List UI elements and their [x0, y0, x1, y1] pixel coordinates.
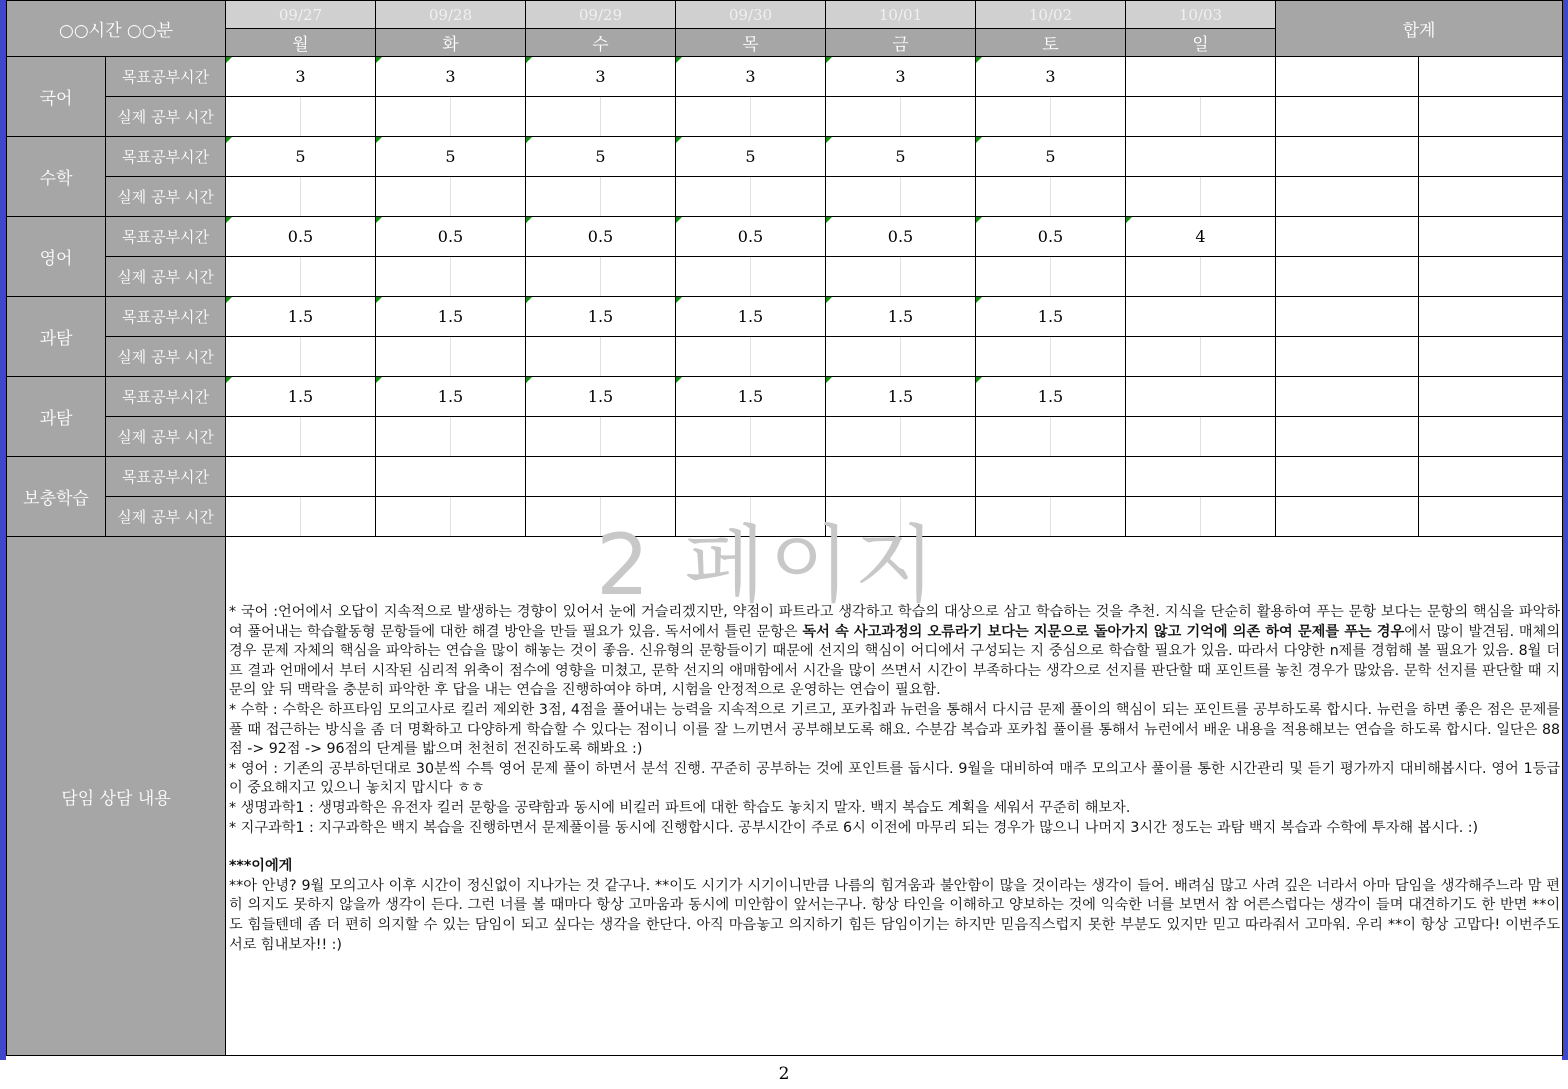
target-time-value: 0.5 [587, 227, 614, 246]
target-time-cell[interactable] [976, 297, 1126, 337]
actual-row-label: 실제 공부 시간 [106, 417, 226, 457]
actual-row-label: 실제 공부 시간 [106, 97, 226, 137]
target-time-cell[interactable] [526, 137, 676, 177]
target-time-value: 3 [745, 67, 756, 86]
actual-time-cell[interactable] [226, 417, 376, 457]
actual-time-cell[interactable] [976, 177, 1126, 217]
target-time-value: 5 [445, 147, 456, 166]
target-time-cell[interactable] [826, 457, 976, 497]
target-time-value: 1.5 [287, 387, 314, 406]
target-time-cell[interactable] [826, 217, 976, 257]
total-cell[interactable] [1276, 257, 1419, 297]
comment-marker-icon [526, 377, 532, 383]
actual-time-cell[interactable] [676, 97, 826, 137]
day-cell: 화 [376, 29, 526, 57]
total-cell[interactable] [1419, 297, 1563, 337]
target-time-cell[interactable] [226, 297, 376, 337]
subject-name: 수학 [7, 137, 106, 217]
target-time-cell[interactable] [376, 57, 526, 97]
target-time-value: 5 [895, 147, 906, 166]
comment-marker-icon [676, 57, 682, 63]
comment-marker-icon [976, 217, 982, 223]
target-time-value: 3 [595, 67, 606, 86]
target-row-label: 목표공부시간 [106, 217, 226, 257]
total-cell[interactable] [1276, 497, 1419, 537]
target-time-value: 1.5 [587, 387, 614, 406]
comment-marker-icon [226, 137, 232, 143]
actual-time-cell[interactable] [526, 337, 676, 377]
target-time-cell[interactable] [226, 377, 376, 417]
comment-marker-icon [226, 377, 232, 383]
target-time-value: 1.5 [587, 307, 614, 326]
target-time-cell[interactable] [226, 57, 376, 97]
comment-marker-icon [376, 137, 382, 143]
actual-time-cell[interactable] [676, 337, 826, 377]
total-cell[interactable] [1276, 377, 1419, 417]
page-number: 2 [778, 1064, 790, 1084]
note-korean-bold: 독서 속 사고과정의 오류라기 보다는 지문으로 돌아가지 않고 기억에 의존 하여 문제를 푸는 경우 [802, 623, 1405, 640]
comment-marker-icon [1126, 217, 1132, 223]
day-cell: 목 [676, 29, 826, 57]
target-time-cell[interactable] [676, 297, 826, 337]
comment-marker-icon [376, 297, 382, 303]
date-cell: 10/03 [1126, 1, 1276, 29]
target-time-value: 1.5 [437, 387, 464, 406]
target-time-value: 1.5 [737, 307, 764, 326]
note-english: * 영어 : 기존의 공부하던대로 30분씩 수특 영어 문제 풀이 하면서 분석 진행. 꾸준히 공부하는 것에 포인트를 둡시다. 9월을 대비하여 매주 모의고사 풀이를 통한 시간관리 및 듣기 평가까지 대비해봅시다. 영어 1등급이 중요해지고 있으니 놓치지 맙시다 ㅎㅎ [229, 760, 1561, 797]
letter-recipient [229, 857, 1560, 877]
total-cell[interactable] [1419, 217, 1563, 257]
target-time-value: 1.5 [887, 307, 914, 326]
comment-marker-icon [826, 297, 832, 303]
day-cell: 일 [1126, 29, 1276, 57]
target-row-label: 목표공부시간 [106, 377, 226, 417]
letter-body: **아 안녕? 9월 모의고사 이후 시간이 정신없이 지나가는 것 같구나. **이도 시기가 시기이니만큼 나름의 힘겨움과 불안함이 많을 것이라는 생각이 들어. 배려심 많고 사려 깊은 너라서 아마 담임을 생각해주느라 맘 편히 의지도 못하지 않을까 생각이 든다. 그런 너를 볼 때마다 항상 고마움과 동시에 미안함이 앞서는구나. 항상 타인을 이해하고 양보하는 것에 익숙한 너를 보면서 참 어른스럽다는 생각이 들며 대견하기도 한 반면 **이도 힘들텐데 좀 더 편히 의지할 수 있는 담임이 되고 싶다는 생각을 한단다. 아직 마음놓고 의지하기 힘든 담임이기는 하지만 믿음직스럽지 못한 부분도 있지만 믿고 따라줘서 고마워. 우리 **이 항상 고맙다! 이번주도 서로 힘내보자!! :) [229, 877, 1561, 953]
target-time-value: 0.5 [287, 227, 314, 246]
date-cell: 09/29 [526, 1, 676, 29]
note-korean [229, 603, 1560, 701]
target-time-cell[interactable] [376, 377, 526, 417]
comment-marker-icon [676, 377, 682, 383]
comment-marker-icon [526, 297, 532, 303]
counsel-label: 담임 상담 내용 [7, 537, 226, 1056]
actual-time-cell[interactable] [676, 497, 826, 537]
total-cell[interactable] [1419, 457, 1563, 497]
actual-time-cell[interactable] [826, 97, 976, 137]
comment-marker-icon [376, 217, 382, 223]
target-time-value: 3 [1045, 67, 1056, 86]
actual-time-cell[interactable] [1126, 177, 1276, 217]
actual-row-label: 실제 공부 시간 [106, 177, 226, 217]
comment-marker-icon [826, 217, 832, 223]
actual-time-cell[interactable] [976, 497, 1126, 537]
target-time-value: 5 [745, 147, 756, 166]
actual-time-cell[interactable] [676, 417, 826, 457]
actual-time-cell[interactable] [376, 177, 526, 217]
total-cell[interactable] [1419, 417, 1563, 457]
letter-recipient-text: ***이에게 [229, 858, 293, 875]
actual-time-cell[interactable] [376, 97, 526, 137]
subject-name: 과탐 [7, 377, 106, 457]
total-cell[interactable] [1276, 217, 1419, 257]
target-row-label: 목표공부시간 [106, 57, 226, 97]
target-time-value: 1.5 [287, 307, 314, 326]
actual-time-cell[interactable] [1126, 417, 1276, 457]
subject-name: 과탐 [7, 297, 106, 377]
total-cell[interactable] [1419, 57, 1563, 97]
target-time-cell[interactable] [826, 57, 976, 97]
actual-time-cell[interactable] [1126, 97, 1276, 137]
comment-marker-icon [826, 137, 832, 143]
target-time-value: 5 [595, 147, 606, 166]
actual-time-cell[interactable] [226, 497, 376, 537]
target-time-cell[interactable] [676, 137, 826, 177]
target-time-value: 3 [895, 67, 906, 86]
comment-marker-icon [226, 217, 232, 223]
target-time-value: 0.5 [737, 227, 764, 246]
actual-time-cell[interactable] [976, 97, 1126, 137]
subject-name: 영어 [7, 217, 106, 297]
total-cell[interactable] [1276, 417, 1419, 457]
target-time-cell[interactable] [526, 57, 676, 97]
target-row-label: 목표공부시간 [106, 137, 226, 177]
comment-marker-icon [226, 297, 232, 303]
comment-marker-icon [676, 217, 682, 223]
target-time-cell[interactable] [376, 217, 526, 257]
comment-marker-icon [976, 297, 982, 303]
actual-time-cell[interactable] [526, 97, 676, 137]
target-time-value: 3 [295, 67, 306, 86]
actual-time-cell[interactable] [226, 337, 376, 377]
date-cell: 09/27 [226, 1, 376, 29]
total-cell[interactable] [1419, 177, 1563, 217]
comment-marker-icon [376, 377, 382, 383]
comment-marker-icon [526, 57, 532, 63]
target-time-cell[interactable] [1126, 377, 1276, 417]
target-time-cell[interactable] [1126, 297, 1276, 337]
total-cell[interactable] [1276, 97, 1419, 137]
actual-time-cell[interactable] [526, 257, 676, 297]
target-time-cell[interactable] [526, 377, 676, 417]
comment-marker-icon [826, 57, 832, 63]
comment-marker-icon [976, 377, 982, 383]
comment-marker-icon [226, 57, 232, 63]
target-time-cell[interactable] [226, 217, 376, 257]
actual-time-cell[interactable] [826, 177, 976, 217]
page-watermark: 2 페이지 [596, 516, 940, 614]
target-time-cell[interactable] [526, 297, 676, 337]
target-time-value: 1.5 [1037, 387, 1064, 406]
actual-time-cell[interactable] [226, 257, 376, 297]
actual-time-cell[interactable] [226, 177, 376, 217]
total-cell[interactable] [1276, 137, 1419, 177]
actual-time-cell[interactable] [826, 497, 976, 537]
target-time-value: 5 [1045, 147, 1056, 166]
actual-time-cell[interactable] [376, 497, 526, 537]
total-cell[interactable] [1419, 257, 1563, 297]
target-time-cell[interactable] [226, 457, 376, 497]
target-time-cell[interactable] [676, 217, 826, 257]
actual-time-cell[interactable] [826, 337, 976, 377]
comment-marker-icon [826, 377, 832, 383]
date-cell: 09/30 [676, 1, 826, 29]
target-time-cell[interactable] [676, 57, 826, 97]
actual-time-cell[interactable] [376, 337, 526, 377]
target-time-value: 4 [1195, 227, 1206, 246]
target-time-cell[interactable] [526, 217, 676, 257]
note-math: * 수학 : 수학은 하프타임 모의고사로 킬러 제외한 3점, 4점을 풀어내는 능력을 지속적으로 기르고, 포카칩과 뉴런을 통해서 다시금 문제 풀이의 핵심이 되는 포인트를 공부하도록 합시다. 뉴런을 하면 좋은 점은 문제를 풀 때 접근하는 방식을 좀 더 명확하고 다양하게 학습할 수 있다는 점이니 이를 잘 느끼면서 공부해보도록 해요. 수분감 복습과 포카칩 풀이를 통해서 뉴런에서 배운 내용을 적용해보는 연습을 하도록 합시다. 일단은 88점 -> 92점 -> 96점의 단계를 밟으며 천천히 전진하도록 해봐요 :) [229, 701, 1561, 758]
actual-row-label: 실제 공부 시간 [106, 337, 226, 377]
date-cell: 10/01 [826, 1, 976, 29]
actual-time-cell[interactable] [826, 417, 976, 457]
actual-row-label: 실제 공부 시간 [106, 497, 226, 537]
day-cell: 금 [826, 29, 976, 57]
actual-time-cell[interactable] [526, 177, 676, 217]
note-earth: * 지구과학1 : 지구과학은 백지 복습을 진행하면서 문제풀이를 동시에 진행합시다. 공부시간이 주로 6시 이전에 마무리 되는 경우가 많으니 나머지 3시간 정도는 과탐 백지 복습과 수학에 투자해 봅시다. :) [229, 819, 1479, 836]
comment-marker-icon [976, 57, 982, 63]
target-time-value: 1.5 [437, 307, 464, 326]
total-cell[interactable] [1419, 497, 1563, 537]
target-time-cell[interactable] [976, 217, 1126, 257]
target-time-value: 0.5 [437, 227, 464, 246]
actual-time-cell[interactable] [676, 177, 826, 217]
comment-marker-icon [976, 137, 982, 143]
day-cell: 수 [526, 29, 676, 57]
target-time-value: 3 [445, 67, 456, 86]
total-cell[interactable] [1419, 377, 1563, 417]
comment-marker-icon [376, 57, 382, 63]
target-time-value: 1.5 [737, 387, 764, 406]
actual-row-label: 실제 공부 시간 [106, 257, 226, 297]
target-time-cell[interactable] [676, 457, 826, 497]
actual-time-cell[interactable] [526, 417, 676, 457]
target-time-cell[interactable] [1126, 137, 1276, 177]
date-cell: 10/02 [976, 1, 1126, 29]
actual-time-cell[interactable] [976, 257, 1126, 297]
total-cell[interactable] [1276, 337, 1419, 377]
total-cell[interactable] [1276, 457, 1419, 497]
subject-name: 보충학습 [7, 457, 106, 537]
target-time-value: 0.5 [1037, 227, 1064, 246]
actual-time-cell[interactable] [226, 97, 376, 137]
subject-name: 국어 [7, 57, 106, 137]
target-time-cell[interactable] [1126, 457, 1276, 497]
time-label: ○○시간 ○○분 [7, 1, 226, 57]
total-header: 합계 [1276, 1, 1563, 57]
target-time-value: 1.5 [887, 387, 914, 406]
total-cell[interactable] [1419, 137, 1563, 177]
counsel-notes [226, 537, 1563, 1056]
total-cell[interactable] [1419, 337, 1563, 377]
day-cell: 토 [976, 29, 1126, 57]
target-time-value: 5 [295, 147, 306, 166]
target-time-cell[interactable] [1126, 217, 1276, 257]
day-cell: 월 [226, 29, 376, 57]
target-time-cell[interactable] [226, 137, 376, 177]
actual-time-cell[interactable] [526, 497, 676, 537]
target-time-cell[interactable] [526, 457, 676, 497]
target-time-cell[interactable] [976, 137, 1126, 177]
target-time-cell[interactable] [676, 377, 826, 417]
target-time-value: 1.5 [1037, 307, 1064, 326]
target-row-label: 목표공부시간 [106, 297, 226, 337]
total-cell[interactable] [1276, 57, 1419, 97]
date-cell: 09/28 [376, 1, 526, 29]
actual-time-cell[interactable] [1126, 497, 1276, 537]
total-cell[interactable] [1419, 97, 1563, 137]
study-plan-table [6, 0, 1563, 1056]
target-row-label: 목표공부시간 [106, 457, 226, 497]
actual-time-cell[interactable] [376, 417, 526, 457]
target-time-cell[interactable] [1126, 57, 1276, 97]
target-time-cell[interactable] [976, 57, 1126, 97]
actual-time-cell[interactable] [976, 417, 1126, 457]
actual-time-cell[interactable] [1126, 257, 1276, 297]
target-time-cell[interactable] [826, 377, 976, 417]
actual-time-cell[interactable] [676, 257, 826, 297]
target-time-value: 0.5 [887, 227, 914, 246]
total-cell[interactable] [1276, 297, 1419, 337]
total-cell[interactable] [1276, 177, 1419, 217]
comment-marker-icon [676, 137, 682, 143]
target-time-cell[interactable] [376, 457, 526, 497]
actual-time-cell[interactable] [826, 257, 976, 297]
target-time-cell[interactable] [976, 377, 1126, 417]
target-time-cell[interactable] [976, 457, 1126, 497]
note-korean-text-rest: 에서 많이 발견됨. 매체의 경우 문제 자체의 핵심을 파악하는 연습을 많이 해놓는 것이 좋음. 신유형의 문항들이기 때문에 선지의 핵심이 어디에서 구성되는 지 중심으로 학습할 필요가 있음. 따라서 다양한 n제를 경험해 볼 필요가 있음. 8월 더프 결과 언매에서 부터 시작된 심리적 위축이 점수에 영향을 미쳤고, 문학 선지의 애매함에서 시간을 많이 쓰면서 시간이 부족하다는 생각으로 선지를 판단할 때 포인트를 놓친 경우가 많았음. 문학 선지를 판단할 때 지문의 앞 뒤 맥락을 충분히 파악한 후 답을 내는 연습을 진행하여야 하며, 시험을 안정적으로 운영하는 연습이 필요함. [229, 623, 1561, 699]
comment-marker-icon [526, 137, 532, 143]
comment-marker-icon [526, 217, 532, 223]
comment-marker-icon [676, 297, 682, 303]
target-time-cell[interactable] [826, 137, 976, 177]
actual-time-cell[interactable] [1126, 337, 1276, 377]
note-bio: * 생명과학1 : 생명과학은 유전자 킬러 문항을 공략함과 동시에 비킬러 파트에 대한 학습도 놓치지 말자. 백지 복습도 계획을 세워서 꾸준히 해보자. [229, 799, 1131, 816]
target-time-cell[interactable] [826, 297, 976, 337]
actual-time-cell[interactable] [976, 337, 1126, 377]
target-time-cell[interactable] [376, 297, 526, 337]
note-korean-text: * 국어 :언어에서 오답이 지속적으로 발생하는 경향이 있어서 눈에 거슬리겠지만, 약점이 파트라고 생각하고 학습의 대상으로 삼고 학습하는 것을 추천. 지식을 단순히 활용하여 푸는 문항 보다는 문항의 핵심을 파악하여 풀어내는 학습활동형 문항들에 대한 해결 방안을 만들 필요가 있음. 독서에서 틀린 문항은 [229, 604, 1561, 640]
target-time-cell[interactable] [376, 137, 526, 177]
actual-time-cell[interactable] [376, 257, 526, 297]
